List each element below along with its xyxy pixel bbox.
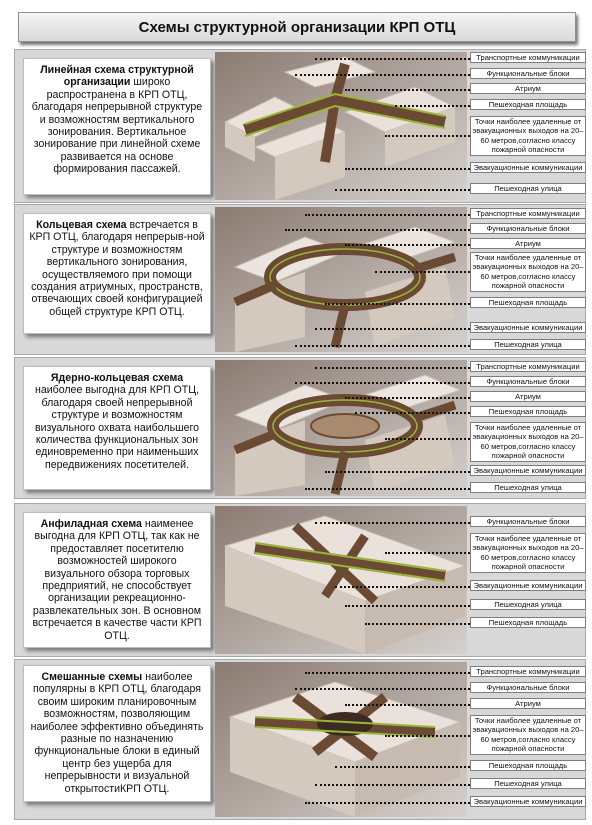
leader-line	[365, 623, 470, 625]
leader-line	[315, 522, 470, 524]
label-atrium: Атриум	[470, 238, 586, 249]
page-title-bar	[18, 12, 576, 42]
section-text	[23, 665, 211, 802]
label-plaza: Пешеходная площадь	[470, 406, 586, 417]
section-enfilade	[14, 503, 586, 657]
label-street: Пешеходная улица	[470, 339, 586, 350]
section-text	[23, 213, 211, 334]
label-evac: Эвакуационные коммуникации	[470, 162, 586, 173]
label-transport: Транспортные коммуникации	[470, 361, 586, 372]
leader-line	[345, 397, 470, 399]
label-atrium: Атриум	[470, 83, 586, 94]
section-linear	[14, 49, 586, 203]
leader-line	[385, 135, 470, 137]
label-blocks: Функциональные блоки	[470, 68, 586, 79]
leader-line	[315, 328, 470, 330]
section-body: встречается в КРП ОТЦ, благодаря непрерыв-ной структуре и возможностям вертикального зонирования, осуществляемого при помощи создания атриумных, пространств, отвечающих своей конфигурацией общей структуре КРП ОТЦ.	[29, 219, 205, 318]
leader-line	[315, 367, 470, 369]
label-street: Пешеходная улица	[470, 599, 586, 610]
section-heading: Ядерно-кольцевая схема	[50, 372, 184, 384]
label-points: Точки наиболее удаленные от эвакуационных выходов на 20–60 метров,согласно классу пожарной опасности	[470, 422, 586, 462]
scheme-render	[215, 360, 467, 496]
leader-line	[305, 802, 470, 804]
label-street: Пешеходная улица	[470, 778, 586, 789]
leader-line	[345, 605, 470, 607]
leader-line	[295, 382, 470, 384]
label-atrium: Атриум	[470, 391, 586, 402]
leader-line	[385, 735, 470, 737]
leader-line	[345, 89, 470, 91]
leader-line	[335, 766, 470, 768]
section-text	[23, 512, 211, 648]
label-points: Точки наиболее удаленные от эвакуационных выходов на 20–60 метров,согласно классу пожарной опасности	[470, 533, 586, 573]
section-heading: Линейная схема структурной организации	[40, 64, 194, 89]
scheme-render	[215, 662, 467, 817]
leader-line	[305, 672, 470, 674]
section-body: широко распространена в КРП ОТЦ, благодаря непрерывной структуре и возможностям вертикального зонирования. Вертикальное зонирование при линейной схеме развивается на основе формирования пассажей.	[31, 76, 203, 176]
leader-line	[345, 168, 470, 170]
section-core-ring	[14, 357, 586, 499]
label-points: Точки наиболее удаленные от эвакуационных выходов на 20–60 метров,согласно классу пожарной опасности	[470, 116, 586, 156]
label-evac: Эвакуационные коммуникации	[470, 322, 586, 333]
label-plaza: Пешеходная площадь	[470, 99, 586, 110]
label-blocks: Функциональные блоки	[470, 682, 586, 693]
label-blocks: Функциональные блоки	[470, 223, 586, 234]
label-points: Точки наиболее удаленные от эвакуационных выходов на 20–60 метров,согласно классу пожарной опасности	[470, 252, 586, 292]
leader-line	[385, 438, 470, 440]
leader-line	[375, 271, 470, 273]
label-evac: Эвакуационные коммуникации	[470, 580, 586, 591]
label-evac: Эвакуационные коммуникации	[470, 465, 586, 476]
section-text	[23, 58, 211, 195]
label-plaza: Пешеходная площадь	[470, 760, 586, 771]
label-evac: Эвакуационные коммуникации	[470, 796, 586, 807]
label-transport: Транспортные коммуникации	[470, 52, 586, 63]
section-text	[23, 366, 211, 490]
section-mixed	[14, 659, 586, 820]
leader-line	[295, 345, 470, 347]
leader-line	[295, 688, 470, 690]
section-body: наименее выгодна для КРП ОТЦ, так как не предоставляет посетителю возможностей широкого визуального обзора торговых предприятий, не способствует организации рекреационно-развлекательных зон. В основном встречается в качестве части КРП ОТЦ.	[32, 518, 202, 642]
leader-line	[295, 74, 470, 76]
label-plaza: Пешеходная площадь	[470, 617, 586, 628]
leader-line	[285, 229, 470, 231]
leader-line	[385, 552, 470, 554]
section-ring	[14, 204, 586, 355]
leader-line	[315, 784, 470, 786]
leader-line	[395, 105, 470, 107]
label-points: Точки наиболее удаленные от эвакуационных выходов на 20–60 метров,согласно классу пожарной опасности	[470, 715, 586, 755]
label-transport: Транспортные коммуникации	[470, 208, 586, 219]
scheme-render	[215, 506, 467, 654]
leader-line	[335, 189, 470, 191]
leader-line	[345, 704, 470, 706]
section-body: наиболее популярны в КРП ОТЦ, благодаря своим широким планировочным возможностям, позволяющим наиболее эффективно объединять разные по назначению функциональные блоки в единый центр без ущерба для непрерывности и визуальной открытостиКРП ОТЦ.	[30, 671, 204, 795]
label-street: Пешеходная улица	[470, 482, 586, 493]
leader-line	[335, 586, 470, 588]
label-atrium: Атриум	[470, 698, 586, 709]
section-body: наиболее выгодна для КРП ОТЦ, благодаря своей непрерывной структуре и возможностям визуального охвата наибольшего количества функциональных зон единовременно при наименьших передвижениях посетителей.	[34, 384, 200, 471]
label-blocks: Функциональные блоки	[470, 516, 586, 527]
section-heading: Кольцевая схема	[36, 219, 127, 231]
leader-line	[325, 303, 470, 305]
leader-line	[305, 214, 470, 216]
label-street: Пешеходная улица	[470, 183, 586, 194]
leader-line	[355, 412, 470, 414]
label-transport: Транспортные коммуникации	[470, 666, 586, 677]
leader-line	[315, 58, 470, 60]
label-blocks: Функциональные блоки	[470, 376, 586, 387]
leader-line	[325, 471, 470, 473]
leader-line	[305, 488, 470, 490]
page-title: Схемы структурной организации КРП ОТЦ	[138, 18, 456, 36]
section-heading: Смешанные схемы	[41, 671, 143, 683]
label-plaza: Пешеходная площадь	[470, 297, 586, 308]
section-heading: Анфиладная схема	[40, 518, 142, 530]
leader-line	[345, 244, 470, 246]
